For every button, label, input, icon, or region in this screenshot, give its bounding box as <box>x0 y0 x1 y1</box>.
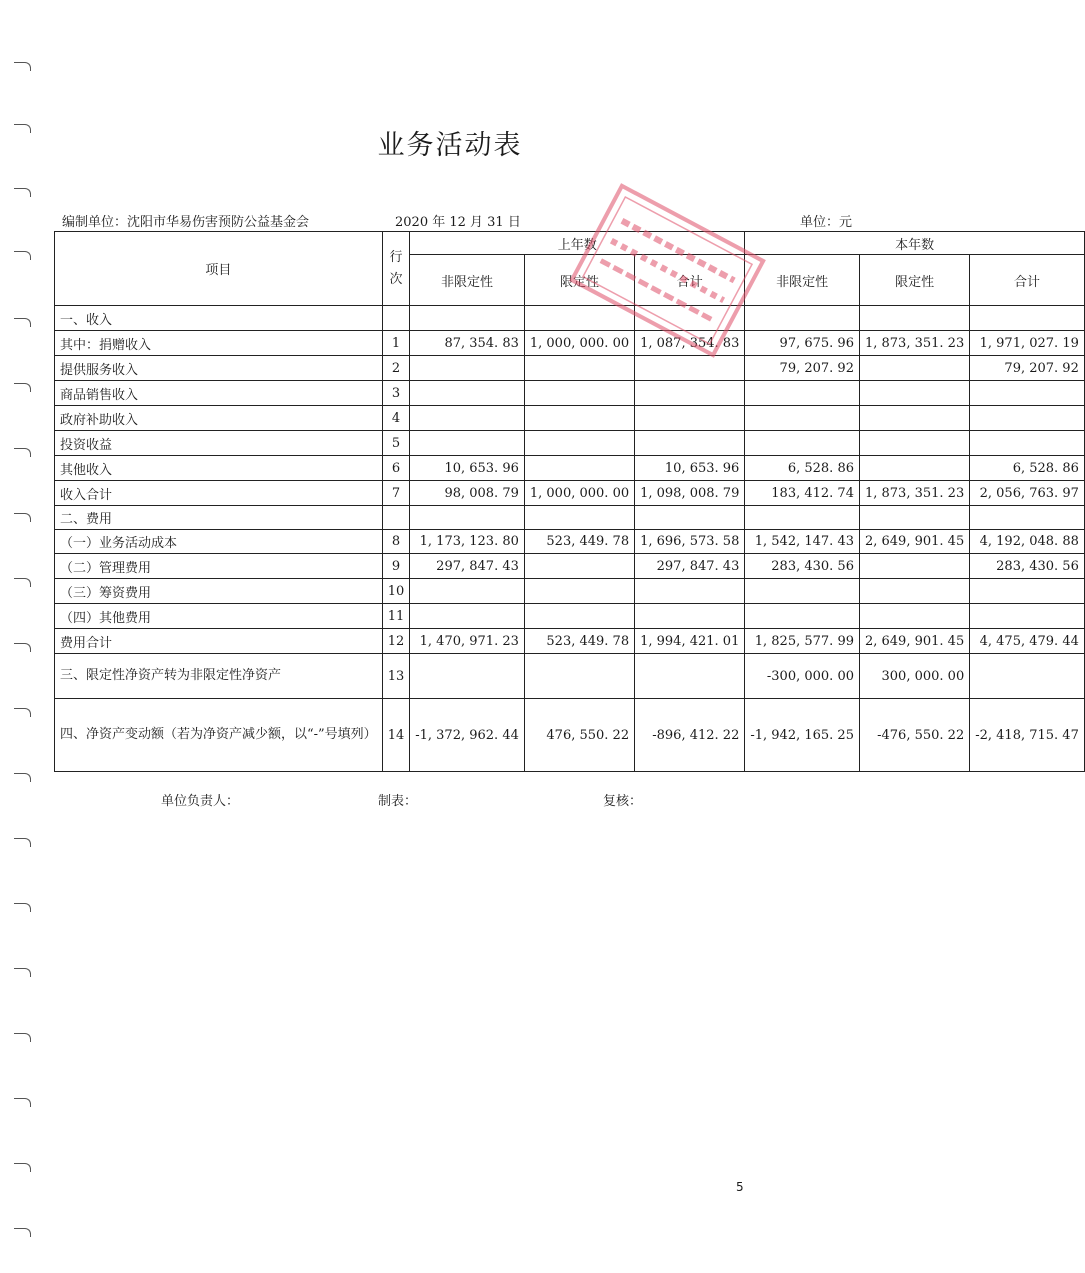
binding-holes <box>14 0 38 1273</box>
row-number: 5 <box>382 431 410 456</box>
cell-curr-total <box>970 431 1085 456</box>
cell-curr-restricted <box>859 306 969 331</box>
binding-hole-icon <box>14 773 31 782</box>
cell-curr-restricted <box>859 406 969 431</box>
binding-hole-icon <box>14 383 31 392</box>
cell-curr-unrestricted: -1, 942, 165. 25 <box>745 699 860 772</box>
header-item: 项目 <box>55 232 383 306</box>
header-prev-unrestricted: 非限定性 <box>410 255 525 306</box>
cell-curr-total <box>970 306 1085 331</box>
cell-curr-restricted: 1, 873, 351. 23 <box>859 481 969 506</box>
binding-hole-icon <box>14 513 31 522</box>
table-row <box>55 306 1085 331</box>
cell-curr-unrestricted <box>745 506 860 530</box>
row-label: 二、费用 <box>55 506 383 530</box>
row-label: （二）管理费用 <box>55 554 383 579</box>
cell-prev-unrestricted: 297, 847. 43 <box>410 554 525 579</box>
binding-hole-icon <box>14 318 31 327</box>
row-label: （三）筹资费用 <box>55 579 383 604</box>
table-row <box>55 456 1085 481</box>
activity-statement-table <box>54 231 1085 772</box>
header-prev-restricted: 限定性 <box>524 255 634 306</box>
binding-hole-icon <box>14 578 31 587</box>
table-row <box>55 506 1085 530</box>
cell-prev-restricted <box>524 381 634 406</box>
binding-hole-icon <box>14 708 31 717</box>
row-number: 12 <box>382 629 410 654</box>
cell-prev-total <box>635 654 745 699</box>
cell-curr-unrestricted: 97, 675. 96 <box>745 331 860 356</box>
row-label: 其中：捐赠收入 <box>55 331 383 356</box>
cell-curr-unrestricted: 283, 430. 56 <box>745 554 860 579</box>
cell-curr-restricted <box>859 604 969 629</box>
cell-curr-total: 4, 475, 479. 44 <box>970 629 1085 654</box>
report-date: 2020 年 12 月 31 日 <box>395 215 521 230</box>
row-number: 9 <box>382 554 410 579</box>
cell-prev-total: 297, 847. 43 <box>635 554 745 579</box>
page-title: 业务活动表 <box>377 130 523 161</box>
binding-hole-icon <box>14 1228 31 1237</box>
header-curr-total: 合计 <box>970 255 1085 306</box>
binding-hole-icon <box>14 1098 31 1107</box>
cell-curr-restricted <box>859 381 969 406</box>
row-number: 8 <box>382 530 410 554</box>
cell-prev-unrestricted: -1, 372, 962. 44 <box>410 699 525 772</box>
row-label: 费用合计 <box>55 629 383 654</box>
header-curr-restricted: 限定性 <box>859 255 969 306</box>
header-prev-total: 合计 <box>635 255 745 306</box>
cell-curr-restricted <box>859 554 969 579</box>
cell-prev-restricted <box>524 306 634 331</box>
cell-curr-total <box>970 406 1085 431</box>
header-row-no: 行 次 <box>382 232 410 306</box>
row-number <box>382 506 410 530</box>
table-row <box>55 604 1085 629</box>
row-number: 14 <box>382 699 410 772</box>
cell-prev-unrestricted: 1, 173, 123. 80 <box>410 530 525 554</box>
cell-curr-restricted <box>859 356 969 381</box>
header-prev-year: 上年数 <box>410 232 745 255</box>
cell-prev-unrestricted: 87, 354. 83 <box>410 331 525 356</box>
row-number: 4 <box>382 406 410 431</box>
row-number: 10 <box>382 579 410 604</box>
cell-prev-total <box>635 356 745 381</box>
table-row <box>55 699 1085 772</box>
table-row <box>55 356 1085 381</box>
cell-curr-restricted: 2, 649, 901. 45 <box>859 530 969 554</box>
signature-reviewer: 复核： <box>603 794 643 809</box>
cell-curr-unrestricted <box>745 306 860 331</box>
row-label: 收入合计 <box>55 481 383 506</box>
currency-unit: 单位：元 <box>800 215 853 230</box>
cell-prev-total: 1, 696, 573. 58 <box>635 530 745 554</box>
cell-prev-unrestricted: 10, 653. 96 <box>410 456 525 481</box>
cell-prev-unrestricted <box>410 381 525 406</box>
row-number: 3 <box>382 381 410 406</box>
cell-prev-total <box>635 604 745 629</box>
cell-curr-total <box>970 604 1085 629</box>
cell-prev-unrestricted <box>410 579 525 604</box>
cell-prev-restricted <box>524 456 634 481</box>
row-label: 投资收益 <box>55 431 383 456</box>
cell-prev-total: 1, 087, 354. 83 <box>635 331 745 356</box>
cell-prev-unrestricted <box>410 431 525 456</box>
cell-curr-restricted <box>859 431 969 456</box>
cell-curr-restricted <box>859 579 969 604</box>
cell-curr-unrestricted: 79, 207. 92 <box>745 356 860 381</box>
cell-curr-unrestricted: 6, 528. 86 <box>745 456 860 481</box>
row-label: 其他收入 <box>55 456 383 481</box>
cell-prev-restricted: 1, 000, 000. 00 <box>524 331 634 356</box>
cell-curr-unrestricted <box>745 431 860 456</box>
row-label: 商品销售收入 <box>55 381 383 406</box>
cell-prev-restricted <box>524 406 634 431</box>
row-number: 11 <box>382 604 410 629</box>
cell-curr-restricted <box>859 506 969 530</box>
binding-hole-icon <box>14 251 31 260</box>
cell-prev-restricted: 476, 550. 22 <box>524 699 634 772</box>
cell-prev-unrestricted: 1, 470, 971. 23 <box>410 629 525 654</box>
cell-curr-total <box>970 381 1085 406</box>
table-row <box>55 481 1085 506</box>
cell-curr-restricted: 1, 873, 351. 23 <box>859 331 969 356</box>
cell-prev-restricted <box>524 554 634 579</box>
cell-curr-total: 6, 528. 86 <box>970 456 1085 481</box>
binding-hole-icon <box>14 643 31 652</box>
cell-prev-unrestricted <box>410 356 525 381</box>
cell-curr-unrestricted: 1, 542, 147. 43 <box>745 530 860 554</box>
cell-prev-total <box>635 431 745 456</box>
cell-prev-total <box>635 506 745 530</box>
signature-unit-head: 单位负责人： <box>161 794 240 809</box>
binding-hole-icon <box>14 1163 31 1172</box>
table-row <box>55 331 1085 356</box>
binding-hole-icon <box>14 903 31 912</box>
signature-preparer: 制表： <box>378 794 418 809</box>
row-number <box>382 306 410 331</box>
row-number: 13 <box>382 654 410 699</box>
cell-prev-total: 1, 994, 421. 01 <box>635 629 745 654</box>
cell-prev-restricted: 523, 449. 78 <box>524 530 634 554</box>
cell-curr-unrestricted: 1, 825, 577. 99 <box>745 629 860 654</box>
page-number: 5 <box>736 1180 744 1194</box>
table-row <box>55 629 1085 654</box>
row-label: （一）业务活动成本 <box>55 530 383 554</box>
cell-curr-unrestricted <box>745 406 860 431</box>
cell-prev-restricted <box>524 654 634 699</box>
cell-curr-total <box>970 506 1085 530</box>
cell-curr-total: 1, 971, 027. 19 <box>970 331 1085 356</box>
cell-prev-total <box>635 579 745 604</box>
cell-prev-restricted <box>524 604 634 629</box>
cell-curr-total <box>970 579 1085 604</box>
row-number: 2 <box>382 356 410 381</box>
cell-curr-total: 4, 192, 048. 88 <box>970 530 1085 554</box>
cell-curr-restricted: -476, 550. 22 <box>859 699 969 772</box>
table-row <box>55 381 1085 406</box>
cell-curr-total: -2, 418, 715. 47 <box>970 699 1085 772</box>
cell-prev-unrestricted <box>410 654 525 699</box>
binding-hole-icon <box>14 188 31 197</box>
table-row <box>55 654 1085 699</box>
cell-curr-total: 79, 207. 92 <box>970 356 1085 381</box>
cell-prev-total <box>635 381 745 406</box>
cell-prev-total <box>635 306 745 331</box>
cell-prev-unrestricted: 98, 008. 79 <box>410 481 525 506</box>
cell-prev-restricted <box>524 579 634 604</box>
cell-curr-total: 283, 430. 56 <box>970 554 1085 579</box>
row-label: （四）其他费用 <box>55 604 383 629</box>
row-number: 1 <box>382 331 410 356</box>
cell-curr-unrestricted: 183, 412. 74 <box>745 481 860 506</box>
cell-prev-restricted: 523, 449. 78 <box>524 629 634 654</box>
cell-curr-restricted: 300, 000. 00 <box>859 654 969 699</box>
row-label: 提供服务收入 <box>55 356 383 381</box>
table-row <box>55 431 1085 456</box>
compiling-org: 编制单位：沈阳市华易伤害预防公益基金会 <box>62 215 310 230</box>
cell-prev-unrestricted <box>410 604 525 629</box>
header-curr-unrestricted: 非限定性 <box>745 255 860 306</box>
header-curr-year: 本年数 <box>745 232 1085 255</box>
cell-prev-unrestricted <box>410 306 525 331</box>
cell-prev-total: -896, 412. 22 <box>635 699 745 772</box>
table-row <box>55 554 1085 579</box>
cell-curr-total: 2, 056, 763. 97 <box>970 481 1085 506</box>
binding-hole-icon <box>14 1033 31 1042</box>
cell-prev-restricted: 1, 000, 000. 00 <box>524 481 634 506</box>
cell-prev-unrestricted <box>410 406 525 431</box>
binding-hole-icon <box>14 62 31 71</box>
row-number: 7 <box>382 481 410 506</box>
cell-prev-unrestricted <box>410 506 525 530</box>
cell-curr-restricted <box>859 456 969 481</box>
cell-prev-total <box>635 406 745 431</box>
cell-curr-total <box>970 654 1085 699</box>
cell-curr-unrestricted <box>745 381 860 406</box>
row-label: 政府补助收入 <box>55 406 383 431</box>
row-number: 6 <box>382 456 410 481</box>
cell-curr-unrestricted <box>745 604 860 629</box>
cell-curr-unrestricted <box>745 579 860 604</box>
row-label: 一、收入 <box>55 306 383 331</box>
row-label: 四、净资产变动额（若为净资产减少额，以“-”号填列） <box>55 699 383 772</box>
cell-curr-restricted: 2, 649, 901. 45 <box>859 629 969 654</box>
cell-prev-restricted <box>524 356 634 381</box>
cell-prev-restricted <box>524 506 634 530</box>
binding-hole-icon <box>14 448 31 457</box>
binding-hole-icon <box>14 968 31 977</box>
cell-curr-unrestricted: -300, 000. 00 <box>745 654 860 699</box>
cell-prev-restricted <box>524 431 634 456</box>
table-row <box>55 579 1085 604</box>
binding-hole-icon <box>14 838 31 847</box>
table-row <box>55 406 1085 431</box>
row-label: 三、限定性净资产转为非限定性净资产 <box>55 654 383 699</box>
cell-prev-total: 10, 653. 96 <box>635 456 745 481</box>
cell-prev-total: 1, 098, 008. 79 <box>635 481 745 506</box>
table-row <box>55 530 1085 554</box>
